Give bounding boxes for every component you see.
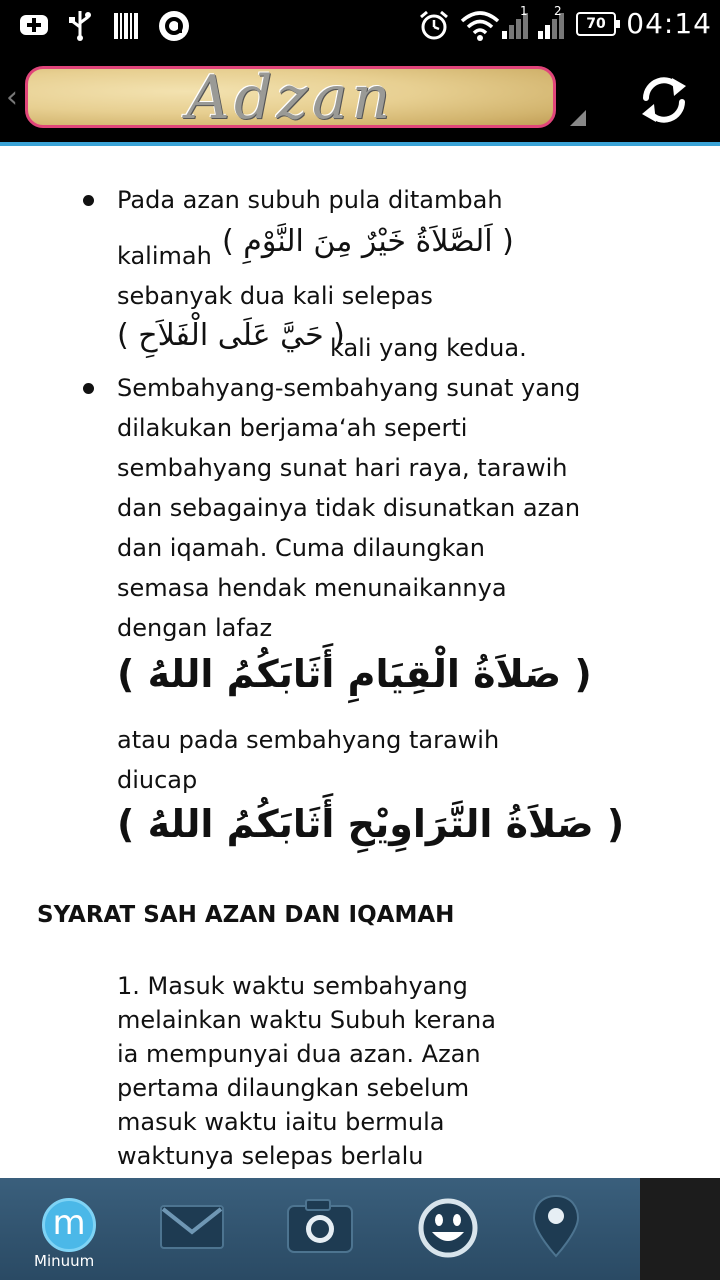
title-banner <box>25 66 556 128</box>
bullet2-line: dan iqamah. Cuma dilaungkan <box>117 534 485 562</box>
minuum-icon[interactable] <box>42 1198 96 1252</box>
minuum-letter: m <box>52 1203 86 1243</box>
bullet2-line: dilakukan berjama‘ah seperti <box>117 414 468 442</box>
add-icon <box>18 9 50 41</box>
numbered-line: masuk waktu iaitu bermula <box>117 1108 445 1136</box>
bullet2-line: dan sebagainya tidak disunatkan azan <box>117 494 581 522</box>
bullet-dot <box>83 383 94 394</box>
action-bar <box>0 50 720 144</box>
status-time: 04:14 <box>626 7 712 40</box>
bullet1-line4: kali yang kedua. <box>330 334 527 362</box>
arabic-phrase-1: ( اَلصَّلاَةُ خَيْرٌ مِنَ النَّوْمِ ) <box>222 224 514 259</box>
signal-icon-2 <box>536 9 568 41</box>
arabic-phrase-3: ( صَلاَةُ الْقِيَامِ أَثَابَكُمُ اللهُ ) <box>117 652 592 696</box>
page-title: Adzan <box>186 66 395 128</box>
bullet2-after-line2: diucap <box>117 766 198 794</box>
minuum-label: Minuum <box>34 1252 95 1270</box>
bullet2-line: Sembahyang-sembahyang sunat yang <box>117 374 581 402</box>
battery-icon: 70 <box>576 12 616 36</box>
bullet2-line: semasa hendak menunaikannya <box>117 574 507 602</box>
back-chevron-icon[interactable]: ‹ <box>6 80 18 115</box>
numbered-line: ia mempunyai dua azan. Azan <box>117 1040 481 1068</box>
signal-2-label: 2 <box>554 4 562 18</box>
alarm-icon <box>418 9 450 41</box>
arabic-phrase-4: ( صَلاَةُ التَّرَاوِيْحِ أَثَابَكُمُ اللهُ ) <box>117 802 625 846</box>
numbered-line: melainkan waktu Subuh kerana <box>117 1006 496 1034</box>
numbered-line: pertama dilaungkan sebelum <box>117 1074 470 1102</box>
refresh-button[interactable] <box>636 72 692 128</box>
section-heading: SYARAT SAH AZAN DAN IQAMAH <box>37 902 455 928</box>
barcode-icon <box>112 9 140 41</box>
camera-icon[interactable] <box>282 1192 362 1262</box>
dropdown-indicator-icon[interactable] <box>570 110 586 126</box>
app-a-icon <box>157 9 191 41</box>
numbered-line: waktunya selepas berlalu <box>117 1142 424 1170</box>
bullet2-line: sembahyang sunat hari raya, tarawih <box>117 454 568 482</box>
article-content <box>0 146 720 1178</box>
smiley-icon[interactable] <box>410 1192 490 1262</box>
status-bar <box>0 0 720 50</box>
bottom-app-bar <box>0 1178 720 1280</box>
usb-icon <box>64 9 96 41</box>
bullet1-line2: kalimah <box>117 242 212 270</box>
bullet1-line1: Pada azan subuh pula ditambah <box>117 186 503 214</box>
bottom-bar-right-panel <box>640 1178 720 1280</box>
numbered-line: 1. Masuk waktu sembahyang <box>117 972 468 1000</box>
signal-1-label: 1 <box>520 4 528 18</box>
arabic-phrase-2: ( حَيَّ عَلَى الْفَلاَحِ ) <box>117 318 345 353</box>
bullet1-line3: sebanyak dua kali selepas <box>117 282 433 310</box>
bullet2-after-line1: atau pada sembahyang tarawih <box>117 726 500 754</box>
mail-icon[interactable] <box>155 1192 235 1262</box>
location-pin-icon[interactable] <box>518 1192 598 1262</box>
bullet-dot <box>83 195 94 206</box>
wifi-icon <box>460 9 500 41</box>
bullet2-line: dengan lafaz <box>117 614 273 642</box>
